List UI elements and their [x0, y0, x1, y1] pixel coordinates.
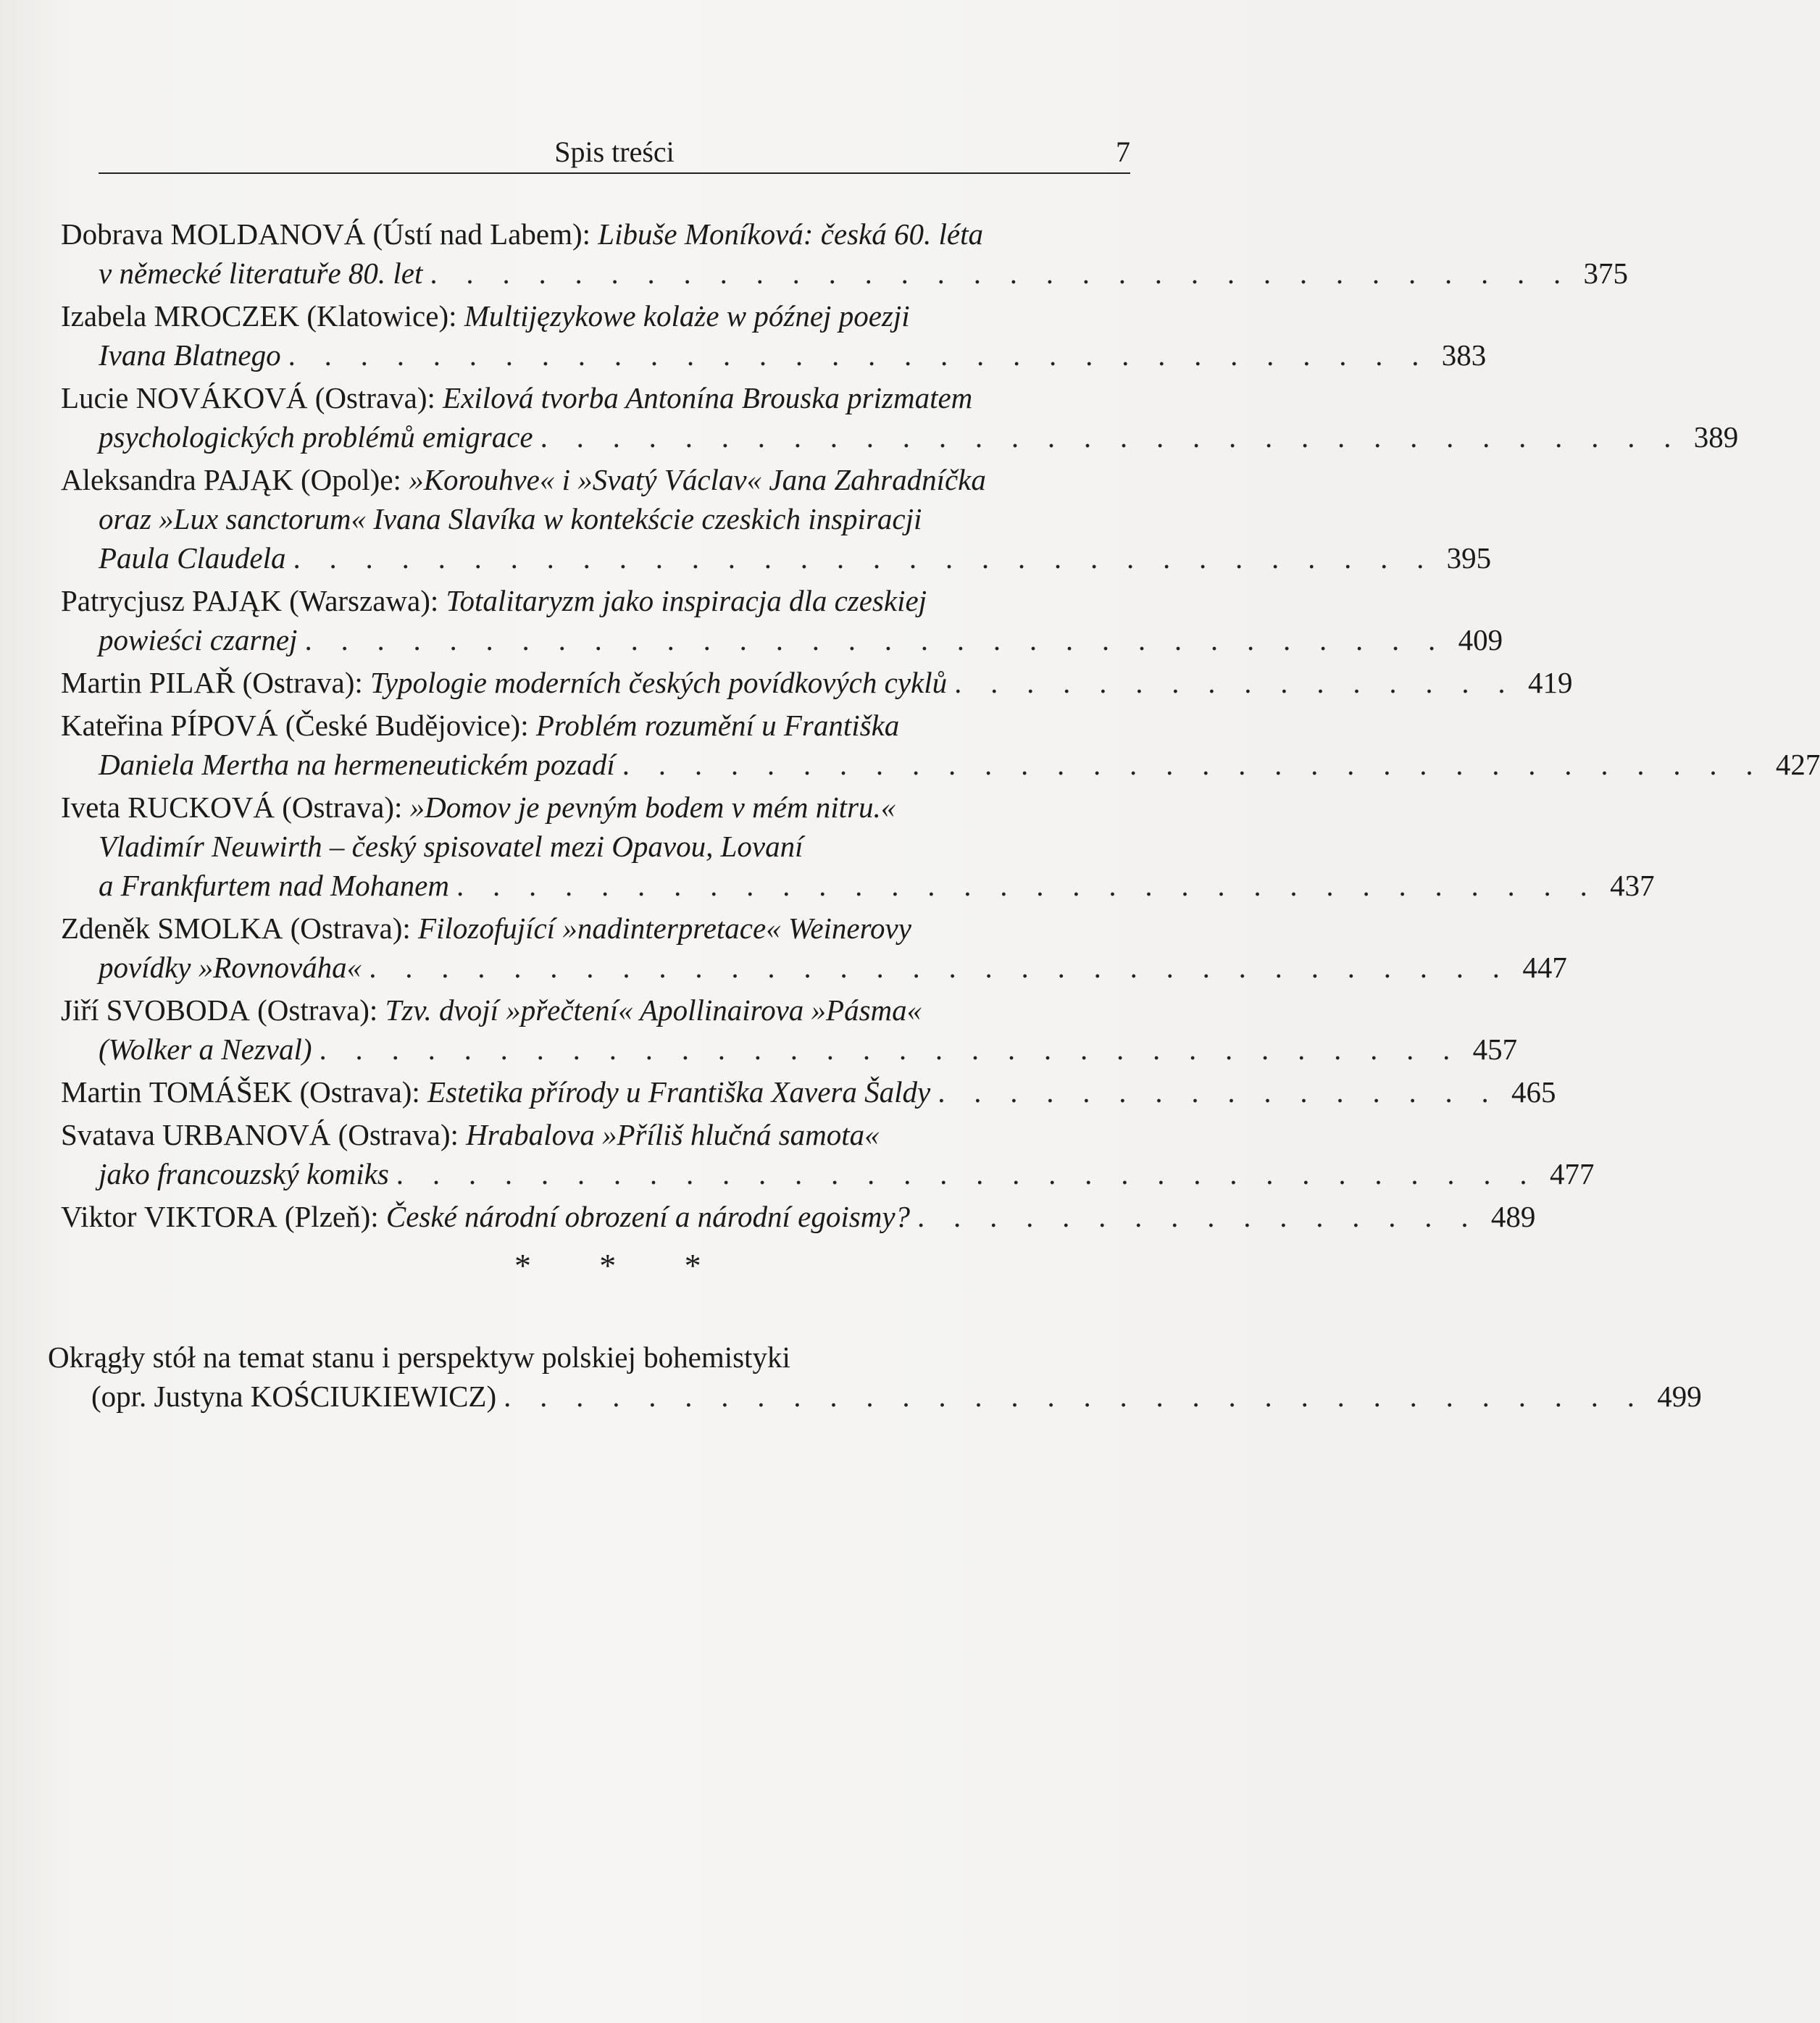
toc-entry [61, 378, 1739, 456]
entry-title-line: Libuše Moníková: česká 60. léta [598, 217, 983, 251]
author-place: (Ostrava): [290, 912, 411, 945]
entry-title-line: (Wolker a Nezval) [99, 1033, 312, 1066]
author-first-name: Zdeněk [61, 912, 150, 945]
author-last-name: VIKTORA [143, 1200, 277, 1233]
entry-page-number: 437 [1610, 869, 1655, 902]
author-last-name: SMOLKA [157, 912, 283, 945]
author-place: (Ostrava): [338, 1118, 459, 1151]
author-place: (Klatowice): [306, 299, 457, 333]
toc-entry [61, 214, 1629, 293]
entry-page-number: 499 [1657, 1380, 1702, 1413]
toc-entry [61, 1115, 1595, 1193]
author-first-name: Jiří [61, 993, 99, 1027]
leader-dots: . . . . . . . . . . . . . . . . [954, 666, 1516, 699]
entry-title-line: Paula Claudela [99, 541, 286, 575]
entry-page-number: 447 [1522, 951, 1567, 984]
author-place: (Opol)e: [301, 463, 401, 496]
entry-title-line: a Frankfurtem nad Mohanem [99, 869, 449, 902]
author-first-name: Viktor [61, 1200, 137, 1233]
entry-page-number: 419 [1527, 666, 1573, 699]
toc-entry [61, 990, 1518, 1069]
author-first-name: Dobrava [61, 217, 164, 251]
leader-dots: . . . . . . . . . . . . . . . . . . . . . . . . . . . . . . . . [622, 748, 1764, 781]
entry-title-line: powieści czarnej [99, 623, 298, 656]
entry-title-line: České národní obrození a národní egoismy? [385, 1200, 911, 1233]
leader-dots: . . . . . . . . . . . . . . . . . . . . . . . . . . . . . . . . [540, 420, 1682, 454]
entry-title-line: jako francouzský komiks [99, 1157, 389, 1190]
leader-dots: . . . . . . . . . . . . . . . . [938, 1075, 1500, 1109]
entry-title-line: »Korouhve« i »Svatý Václav« Jana Zahradníčka [409, 463, 986, 496]
author-place: (České Budějovice): [285, 709, 529, 742]
leader-dots: . . . . . . . . . . . . . . . . . . . . . . . . . . . . . . . . [304, 623, 1447, 656]
entry-page-number: 383 [1441, 338, 1487, 372]
entry-page-number: 409 [1458, 623, 1503, 656]
author-place: (Warszawa): [289, 584, 439, 617]
entry-page-number: 427 [1775, 748, 1820, 781]
author-first-name: Iveta [61, 791, 120, 824]
author-last-name: PÍPOVÁ [170, 709, 278, 742]
author-place: (Ostrava): [242, 666, 363, 699]
leader-dots: . . . . . . . . . . . . . . . . . . . . . . . . . . . . . . . . [396, 1157, 1538, 1190]
author-place: (Ostrava): [314, 381, 435, 414]
entry-title-line: »Domov je pevným bodem v mém nitru.« [409, 791, 896, 824]
author-last-name: URBANOVÁ [162, 1118, 331, 1151]
author-last-name: PAJĄK [192, 584, 282, 617]
author-last-name: PAJĄK [203, 463, 293, 496]
entry-page-number: 389 [1693, 420, 1739, 454]
entry-title-line: Hrabalova »Příliš hlučná samota« [466, 1118, 880, 1151]
round-table-title: Okrągły stół na temat stanu i perspektyw polskiej bohemistyki [48, 1340, 790, 1374]
leader-dots: . . . . . . . . . . . . . . . . . . . . . . . . . . . . . . . . [504, 1380, 1645, 1413]
entry-title-line: Daniela Mertha na hermeneutickém pozadí [99, 748, 615, 781]
entry-page-number: 465 [1511, 1075, 1556, 1109]
round-table-entry [48, 1338, 1702, 1416]
author-last-name: MROCZEK [154, 299, 300, 333]
author-last-name: PILAŘ [149, 666, 235, 699]
author-place: (Ostrava): [257, 993, 378, 1027]
author-first-name: Martin [61, 666, 142, 699]
leader-dots: . . . . . . . . . . . . . . . . . . . . . . . . . . . . . . . . [430, 256, 1572, 290]
entry-title-line: Estetika přírody u Františka Xavera Šaldy [427, 1075, 931, 1109]
leader-dots: . . . . . . . . . . . . . . . . . . . . . . . . . . . . . . . . [369, 951, 1511, 984]
author-first-name: Izabela [61, 299, 147, 333]
author-first-name: Patrycjusz [61, 584, 185, 617]
entry-title-line: Exilová tvorba Antonína Brouska prizmatem [443, 381, 973, 414]
leader-dots: . . . . . . . . . . . . . . . . . . . . . . . . . . . . . . . . [293, 541, 1435, 575]
entry-page-number: 395 [1446, 541, 1492, 575]
author-first-name: Aleksandra [61, 463, 196, 496]
entry-page-number: 477 [1549, 1157, 1595, 1190]
toc-entry [61, 460, 1492, 577]
toc-entry [61, 706, 1820, 784]
author-last-name: TOMÁŠEK [149, 1075, 293, 1109]
author-last-name: MOLDANOVÁ [170, 217, 366, 251]
author-first-name: Martin [61, 1075, 142, 1109]
toc-entry [61, 296, 1487, 375]
round-table-editor-name: KOŚCIUKIEWICZ) [250, 1380, 497, 1413]
entry-title-line: Totalitaryzm jako inspiracja dla czeskiej [446, 584, 927, 617]
leader-dots: . . . . . . . . . . . . . . . . [917, 1200, 1479, 1233]
entry-page-number: 489 [1490, 1200, 1536, 1233]
author-last-name: SVOBODA [106, 993, 250, 1027]
toc-entry [61, 788, 1655, 905]
leader-dots: . . . . . . . . . . . . . . . . . . . . . . . . . . . . . . . . [319, 1033, 1461, 1066]
author-last-name: NOVÁKOVÁ [135, 381, 308, 414]
toc-entry [61, 581, 1503, 659]
header-page-number: 7 [1116, 135, 1130, 168]
entry-title-line: Vladimír Neuwirth – český spisovatel mezi Opavou, Lovaní [99, 830, 803, 863]
entry-title-line: Problém rozumění u Františka [535, 709, 900, 742]
toc-entry [61, 1072, 1556, 1111]
toc-entry [61, 663, 1573, 702]
author-first-name: Kateřina [61, 709, 164, 742]
entry-page-number: 375 [1583, 256, 1629, 290]
header-title: Spis treści [554, 135, 675, 168]
toc-entry [61, 909, 1567, 987]
author-place: (Plzeň): [284, 1200, 379, 1233]
entry-title-line: Multijęzykowe kolaże w późnej poezji [464, 299, 910, 333]
round-table-editor-prefix: (opr. Justyna [91, 1380, 243, 1413]
entry-title-line: oraz »Lux sanctorum« Ivana Slavíka w kontekście czeskich inspiracji [99, 502, 922, 535]
toc-entry [61, 1197, 1536, 1236]
leader-dots: . . . . . . . . . . . . . . . . . . . . . . . . . . . . . . . . [288, 338, 1430, 372]
entry-title-line: psychologických problémů emigrace [99, 420, 533, 454]
header-rule [99, 172, 1130, 174]
entry-title-line: povídky »Rovnováha« [99, 951, 362, 984]
author-place: (Ostrava): [299, 1075, 420, 1109]
entry-title-line: Typologie moderních českých povídkových cyklů [370, 666, 948, 699]
table-of-contents [61, 214, 1820, 1236]
author-last-name: RUCKOVÁ [128, 791, 275, 824]
author-place: (Ostrava): [282, 791, 403, 824]
author-first-name: Svatava [61, 1118, 155, 1151]
entry-title-line: Filozofující »nadinterpretace« Weinerovy [418, 912, 911, 945]
author-place: (Ústí nad Labem): [372, 217, 591, 251]
entry-title-line: Ivana Blatnego [99, 338, 281, 372]
author-first-name: Lucie [61, 381, 129, 414]
section-separator: * * * [514, 1247, 731, 1284]
entry-page-number: 457 [1472, 1033, 1518, 1066]
leader-dots: . . . . . . . . . . . . . . . . . . . . . . . . . . . . . . . . [456, 869, 1598, 902]
entry-title-line: Tzv. dvojí »přečtení« Apollinairova »Pásma« [385, 993, 922, 1027]
entry-title-line: v německé literatuře 80. let [99, 256, 423, 290]
